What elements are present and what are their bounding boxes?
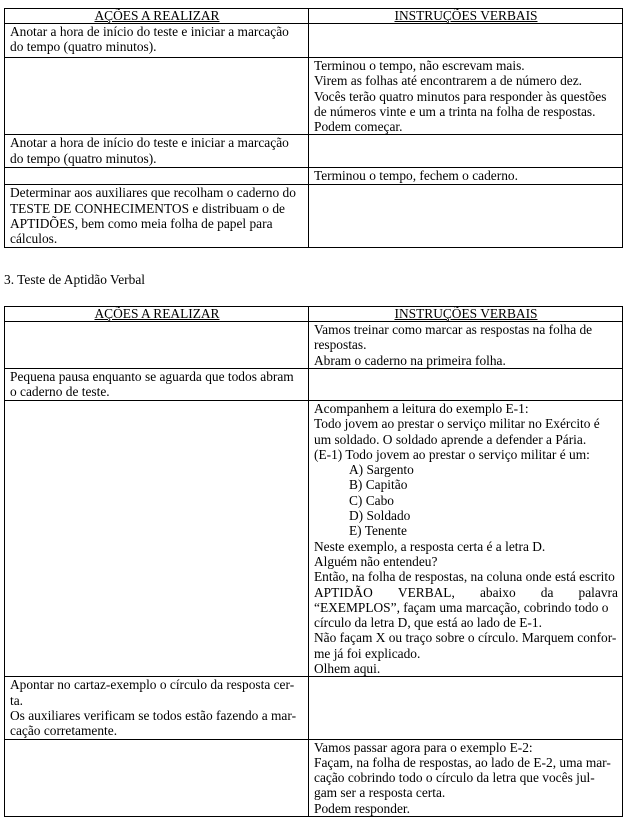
action-cell bbox=[5, 677, 309, 739]
instruction-line: Vamos treinar como marcar as respostas na folha de bbox=[314, 322, 593, 337]
instruction-cell bbox=[309, 135, 623, 168]
action-cell bbox=[5, 24, 309, 58]
table-row bbox=[5, 401, 623, 677]
instruction-cell bbox=[309, 58, 623, 135]
table-row bbox=[5, 677, 623, 739]
instruction-line: Virem as folhas até encontrarem a de número dez. bbox=[314, 73, 583, 89]
instruction-line: Terminou o tempo, não escrevam mais. bbox=[314, 58, 525, 73]
instruction-line: Terminou o tempo, fechem o caderno. bbox=[314, 168, 518, 184]
table-header-row bbox=[5, 9, 623, 24]
action-cell bbox=[5, 185, 309, 247]
instruction-cell bbox=[309, 24, 623, 58]
header-actions bbox=[5, 9, 309, 24]
instruction-line: cação cobrindo todo o círculo da letra que vocês jul- bbox=[314, 770, 595, 786]
spread-word: APTIDÃO bbox=[314, 584, 373, 600]
header-actions-label: AÇÕES A REALIZAR bbox=[94, 8, 220, 23]
spread-word: da bbox=[540, 584, 554, 600]
option-line: E) Tenente bbox=[349, 523, 407, 539]
action-cell bbox=[5, 369, 309, 401]
action-line: Anotar a hora de início do teste e iniciar a marcação bbox=[10, 135, 289, 151]
instruction-cell bbox=[309, 401, 623, 677]
spread-word: abaixo bbox=[479, 584, 516, 600]
instruction-line: (E-1) Todo jovem ao prestar o serviço militar é um: bbox=[314, 446, 590, 462]
action-cell bbox=[5, 168, 309, 185]
instruction-line: Não façam X ou traço sobre o círculo. Marquem confor- bbox=[314, 630, 617, 646]
instructions-table-1 bbox=[4, 8, 623, 248]
header-actions-label: AÇÕES A REALIZAR bbox=[94, 306, 220, 321]
instruction-line: Olhem aqui. bbox=[314, 661, 381, 677]
instruction-line: Podem responder. bbox=[314, 800, 410, 816]
action-line: Determinar aos auxiliares que recolham o caderno do bbox=[10, 185, 296, 201]
option-line: B) Capitão bbox=[349, 477, 408, 493]
table-row bbox=[5, 168, 623, 185]
table-row bbox=[5, 185, 623, 247]
table-row bbox=[5, 322, 623, 369]
instruction-cell bbox=[309, 677, 623, 739]
instruction-line: de números vinte e um a trinta na folha de respostas. bbox=[314, 103, 596, 119]
instruction-line: círculo da letra D, que está ao lado de E-1. bbox=[314, 615, 542, 631]
instruction-cell bbox=[309, 322, 623, 369]
spread-word: palavra bbox=[578, 584, 618, 600]
action-cell bbox=[5, 401, 309, 677]
instruction-line: Acompanhem a leitura do exemplo E-1: bbox=[314, 401, 529, 416]
action-line: Os auxiliares verificam se todos estão fazendo a mar- bbox=[10, 707, 297, 723]
header-instructions bbox=[309, 9, 623, 24]
instruction-line: respostas. bbox=[314, 337, 367, 353]
action-line: ta. bbox=[10, 692, 24, 708]
instruction-line: Abram o caderno na primeira folha. bbox=[314, 352, 506, 368]
header-instructions-label: INSTRUÇÕES VERBAIS bbox=[394, 306, 538, 321]
action-line: APTIDÕES, bem como meia folha de papel para bbox=[10, 216, 273, 232]
table-row bbox=[5, 24, 623, 58]
instruction-cell bbox=[309, 185, 623, 247]
action-line: TESTE DE CONHECIMENTOS e distribuam o de bbox=[10, 200, 285, 216]
action-line: Pequena pausa enquanto se aguarda que todos abram bbox=[10, 369, 294, 384]
section-title: 3. Teste de Aptidão Verbal bbox=[4, 272, 145, 287]
option-line: C) Cabo bbox=[349, 492, 395, 508]
table-row bbox=[5, 58, 623, 135]
instruction-line: Vocês terão quatro minutos para responder às questões bbox=[314, 88, 607, 104]
header-instructions bbox=[309, 307, 623, 322]
action-line: o caderno de teste. bbox=[10, 384, 110, 400]
instruction-line: “EXEMPLOS”, façam uma marcação, cobrindo todo o bbox=[314, 599, 609, 615]
action-line: Apontar no cartaz-exemplo o círculo da resposta cer- bbox=[10, 677, 295, 693]
instruction-line: Façam, na folha de respostas, ao lado de E-2, uma mar- bbox=[314, 754, 611, 770]
header-instructions-label: INSTRUÇÕES VERBAIS bbox=[394, 8, 538, 23]
instruction-line: Alguém não entendeu? bbox=[314, 553, 438, 569]
table-header-row bbox=[5, 307, 623, 322]
instruction-line: me já foi explicado. bbox=[314, 645, 421, 661]
spread-word: VERBAL, bbox=[397, 584, 455, 600]
action-cell bbox=[5, 135, 309, 168]
action-line: do tempo (quatro minutos). bbox=[10, 39, 157, 55]
table-row bbox=[5, 135, 623, 168]
table-row bbox=[5, 739, 623, 816]
instruction-line: Todo jovem ao prestar o serviço militar no Exército é bbox=[314, 416, 600, 432]
action-cell bbox=[5, 739, 309, 816]
instruction-line: Vamos passar agora para o exemplo E-2: bbox=[314, 739, 533, 755]
action-line: cálculos. bbox=[10, 231, 58, 247]
table-row bbox=[5, 369, 623, 401]
action-line: do tempo (quatro minutos). bbox=[10, 150, 157, 166]
action-line: Anotar a hora de início do teste e iniciar a marcação bbox=[10, 24, 289, 39]
header-actions bbox=[5, 307, 309, 322]
instruction-cell bbox=[309, 369, 623, 401]
instruction-line: Então, na folha de respostas, na coluna onde está escrito bbox=[314, 569, 615, 585]
instructions-table-2 bbox=[4, 306, 623, 817]
instruction-line: gam ser a resposta certa. bbox=[314, 785, 446, 801]
option-line: A) Sargento bbox=[349, 462, 414, 478]
instruction-spread-line bbox=[314, 585, 618, 600]
instruction-line: Podem começar. bbox=[314, 119, 403, 135]
instruction-line: um soldado. O soldado aprende a defender a Pária. bbox=[314, 431, 587, 447]
action-cell bbox=[5, 322, 309, 369]
option-line: D) Soldado bbox=[349, 508, 411, 524]
instruction-cell bbox=[309, 168, 623, 185]
action-cell bbox=[5, 58, 309, 135]
instruction-cell bbox=[309, 739, 623, 816]
action-line: cação corretamente. bbox=[10, 723, 118, 739]
instruction-line: Neste exemplo, a resposta certa é a letra D. bbox=[314, 538, 546, 554]
